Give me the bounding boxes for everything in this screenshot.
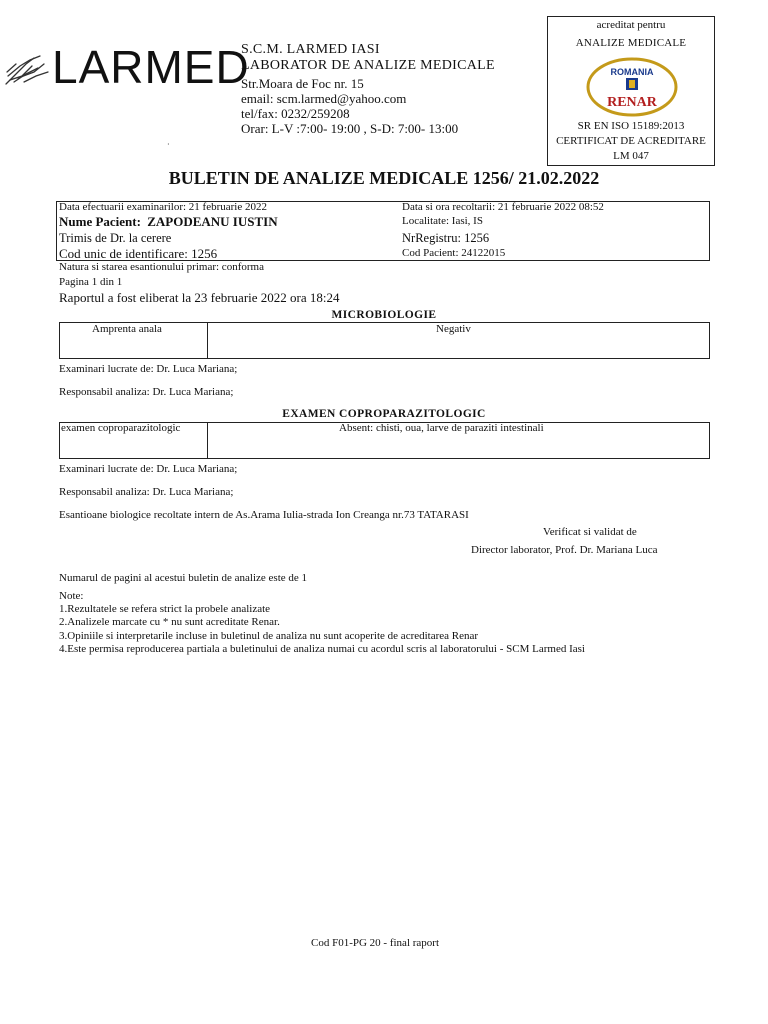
verified-label: Verificat si validat de [543,526,637,538]
footer-code: Cod F01-PG 20 - final raport [311,937,440,949]
director-signature: Director laborator, Prof. Dr. Mariana Luca [471,544,658,556]
note-item: 2.Analizele marcate cu * nu sunt acreditate Renar. [59,616,280,628]
note-item: 3.Opiniile si interpretarile incluse in buletinul de analiza nu sunt acoperite de acreditarea Renar [59,630,479,642]
locality: Localitate: Iasi, IS [402,215,483,227]
logo-text: LARMED [52,41,250,93]
company-line-1: S.C.M. LARMED IASI [241,42,380,57]
note-item: 1.Rezultatele se refera strict la probele analizate [59,603,271,615]
sample-state: Natura si starea esantionului primar: conforma [59,261,264,273]
patient-name-label: Nume Pacient: [59,214,141,229]
section-title-microbiologie: MICROBIOLOGIE [331,309,437,321]
responsible: Responsabil analiza: Dr. Luca Mariana; [59,486,234,498]
document-title: BULETIN DE ANALIZE MEDICALE 1256/ 21.02.2022 [168,168,600,188]
section-title-coproparazitologic: EXAMEN COPROPARAZITOLOGIC [282,408,486,420]
address-line-1: Str.Moara de Foc nr. 15 [241,76,364,91]
accreditation-number: LM 047 [613,150,649,162]
sent-by: Trimis de Dr. la cerere [59,231,172,245]
examined-by: Examinari lucrate de: Dr. Luca Mariana; [59,463,238,475]
test-result: Negativ [436,323,471,335]
register-number: NrRegistru: 1256 [402,231,490,245]
address-line-3: tel/fax: 0232/259208 [241,106,350,121]
patient-name-value: ZAPODEANU IUSTIN [147,214,278,229]
accreditation-line-2: ANALIZE MEDICALE [575,37,687,49]
exam-date: Data efectuarii examinarilor: 21 februarie 2022 [59,201,267,213]
page-number: Pagina 1 din 1 [59,276,123,288]
patient-code: Cod Pacient: 24122015 [402,247,506,259]
collection-note: Esantioane biologice recoltate intern de As.Arama Iulia-strada Ion Creanga nr.73 TATARASI [59,509,469,521]
company-line-2: LABORATOR DE ANALIZE MEDICALE [241,58,495,73]
unique-id: Cod unic de identificare: 1256 [59,246,218,261]
examined-by: Examinari lucrate de: Dr. Luca Mariana; [59,363,238,375]
collection-date: Data si ora recoltarii: 21 februarie 2022 08:52 [402,201,604,213]
seal-top-text: ROMANIA [610,67,654,77]
test-result: Absent: chisti, oua, larve de paraziti intestinali [339,422,544,434]
page-count: Numarul de pagini al acestui buletin de analize este de 1 [59,572,308,584]
accreditation-certificate: CERTIFICAT DE ACREDITARE [556,135,706,147]
company-name [241,42,495,74]
stray-mark: · [167,140,170,149]
test-name: Amprenta anala [92,323,162,335]
accreditation-standard: SR EN ISO 15189:2013 [577,120,685,132]
address-line-4: Orar: L-V :7:00- 19:00 , S-D: 7:00- 13:00 [241,121,459,136]
accreditation-box [547,16,715,166]
logo-bird-icon [4,54,50,88]
report-issued: Raportul a fost eliberat la 23 februarie 2022 ora 18:24 [59,290,340,305]
responsible: Responsabil analiza: Dr. Luca Mariana; [59,386,234,398]
company-address [241,76,458,136]
note-item: 4.Este permisa reproducerea partiala a buletinului de analiza numai cu acordul scris al laboratorului - SCM Larmed Iasi [59,643,585,655]
seal-bottom-text: RENAR [607,95,657,110]
patient-name [59,214,278,230]
address-line-2: email: scm.larmed@yahoo.com [241,91,407,106]
accreditation-line-1: acreditat pentru [596,19,666,31]
renar-seal-icon [586,57,678,117]
test-name: examen coproparazitologic [61,422,181,434]
notes-title: Note: [59,590,84,602]
